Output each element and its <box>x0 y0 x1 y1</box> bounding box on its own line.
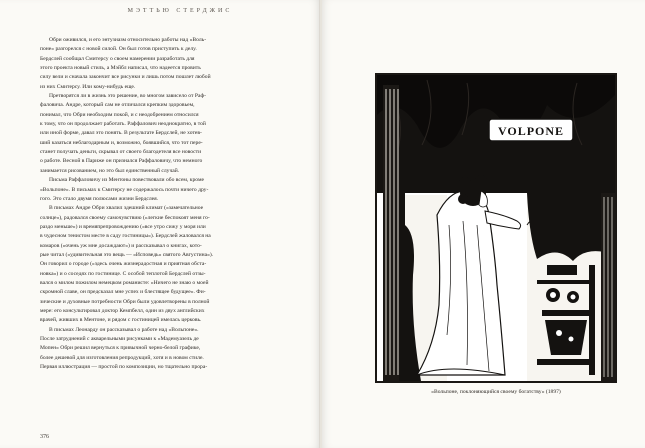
illustration-caption: «Вольпоне, поклоняющийся своему богатству» (1897) <box>431 389 561 395</box>
volpone-title-panel <box>489 119 573 141</box>
text-line: скромной славе, он предсказал мне успех и блестящее будущее». Фи- <box>40 289 206 296</box>
text-line: гого. Это стало двумя полюсами жизни Бердслея. <box>40 195 159 202</box>
text-line: понимал, что Обри необходим покой, и с неодобрением относился <box>40 111 199 118</box>
text-line: «Вольпоне». В письмах к Смитерсу не содержалось почти ничего дру- <box>40 186 209 193</box>
text-line: о работе. Весной в Париже он признался Раффаловичу, что немного <box>40 158 203 165</box>
text-line: После затруднений с акварельными рисунками к «Мадемуазель де <box>40 336 199 342</box>
text-line: комаров («очень уж мне досаждают») и рассказывал о книгах, кото- <box>40 242 202 249</box>
text-line: В письмах Леонарду он рассказывал о работе над «Вольпоне». <box>49 326 199 333</box>
text-line: занимается рисованием, но это был единственный случай. <box>40 167 180 174</box>
text-line: мере: его консультировал доктор Кемпбелл, один из двух английских <box>40 307 205 314</box>
text-line: рые читал («удивительная это вещь — «Исповедь» святого Августина»). <box>40 251 214 258</box>
text-line: или иной форме, давал это понять. В результате Бердслей, не хотев- <box>40 130 202 137</box>
text-line: поне» разгорелся с новой силой. Он был готов приступить к делу. <box>40 46 197 53</box>
volpone-title: VOLPONE <box>497 124 565 138</box>
text-line: силу вели и сначала закончит все рисунки и лишь потом пошлет любой <box>40 74 211 81</box>
text-line: этого проекта новый стиль, а Мэйбл написал, что надеется провить <box>40 65 201 72</box>
illustration-plate <box>375 73 617 383</box>
text-line: Мопен» Обри решил вернуться к привычной черно-белой графике, <box>40 345 201 352</box>
text-line: Первая иллюстрация — простой по композиции, но тщательно прора- <box>40 364 208 371</box>
text-line: зические и духовные потребности Обри были удовлетворены в полной <box>40 298 210 305</box>
page-number: 376 <box>40 434 49 440</box>
text-line: Письма Раффаловичу из Ментоны повествовали обо всем, кроме <box>49 177 204 184</box>
text-line: станет получать деньги, скрывал от своего благодетеля все новости <box>40 149 202 156</box>
text-line: более дешевой для изготовления репродукций, хотя и в новом стиле. <box>40 354 204 361</box>
text-line: Обри оживился, и его энтузиазм относительно работы над «Воль- <box>49 37 207 43</box>
text-line: ший казаться неблагодарным и, возможно, боявшийся, что тот пере- <box>40 139 203 146</box>
text-line: раздо меньше») и времяпрепровождению («все утро сижу у моря или <box>40 223 206 230</box>
text-line: новка») и о соседях по гостинице. С особой теплотой Бердслей отзы- <box>40 270 206 277</box>
left-page <box>0 0 320 448</box>
text-line: к тому, что он продолжает работать. Раффалович неоднократно, в той <box>40 121 206 128</box>
text-line: из них Смитерсу. Или кому-нибудь еще. <box>40 83 136 90</box>
running-header: МЭТТЬЮ СТЕРДЖИС <box>127 8 233 14</box>
text-line: врачей, живших в Ментоне, и рядом с гостиницей имелась церковь. <box>40 317 202 324</box>
volpone-illustration <box>377 75 615 381</box>
right-page <box>322 0 645 448</box>
text-line: Претворятся ли в жизнь это решение, во многом зависело от Раф- <box>49 93 206 100</box>
text-line: вался о милом пожилом немецком романисте: «Ничего не знаю о моей <box>40 279 209 286</box>
text-line: солнце»), радовался своему самочувствию («легкие беспокоят меня го- <box>40 214 210 221</box>
body-text <box>40 36 280 372</box>
text-line: фаловича. Андре, который сам не отличался крепким здоровьем, <box>40 102 195 109</box>
text-line: в чудесном тенистом месте в саду гостиницы»). Бердслей жаловался на <box>40 233 211 240</box>
text-line: В письмах Андре Обри хвалил здешний климат («замечательное <box>49 205 204 212</box>
text-line: Бердслей сообщал Смитерсу о своем намерении разработать для <box>40 55 195 62</box>
text-line: Он говорил о городе («здесь очень жизнерадостная и приятная обста- <box>40 261 207 268</box>
